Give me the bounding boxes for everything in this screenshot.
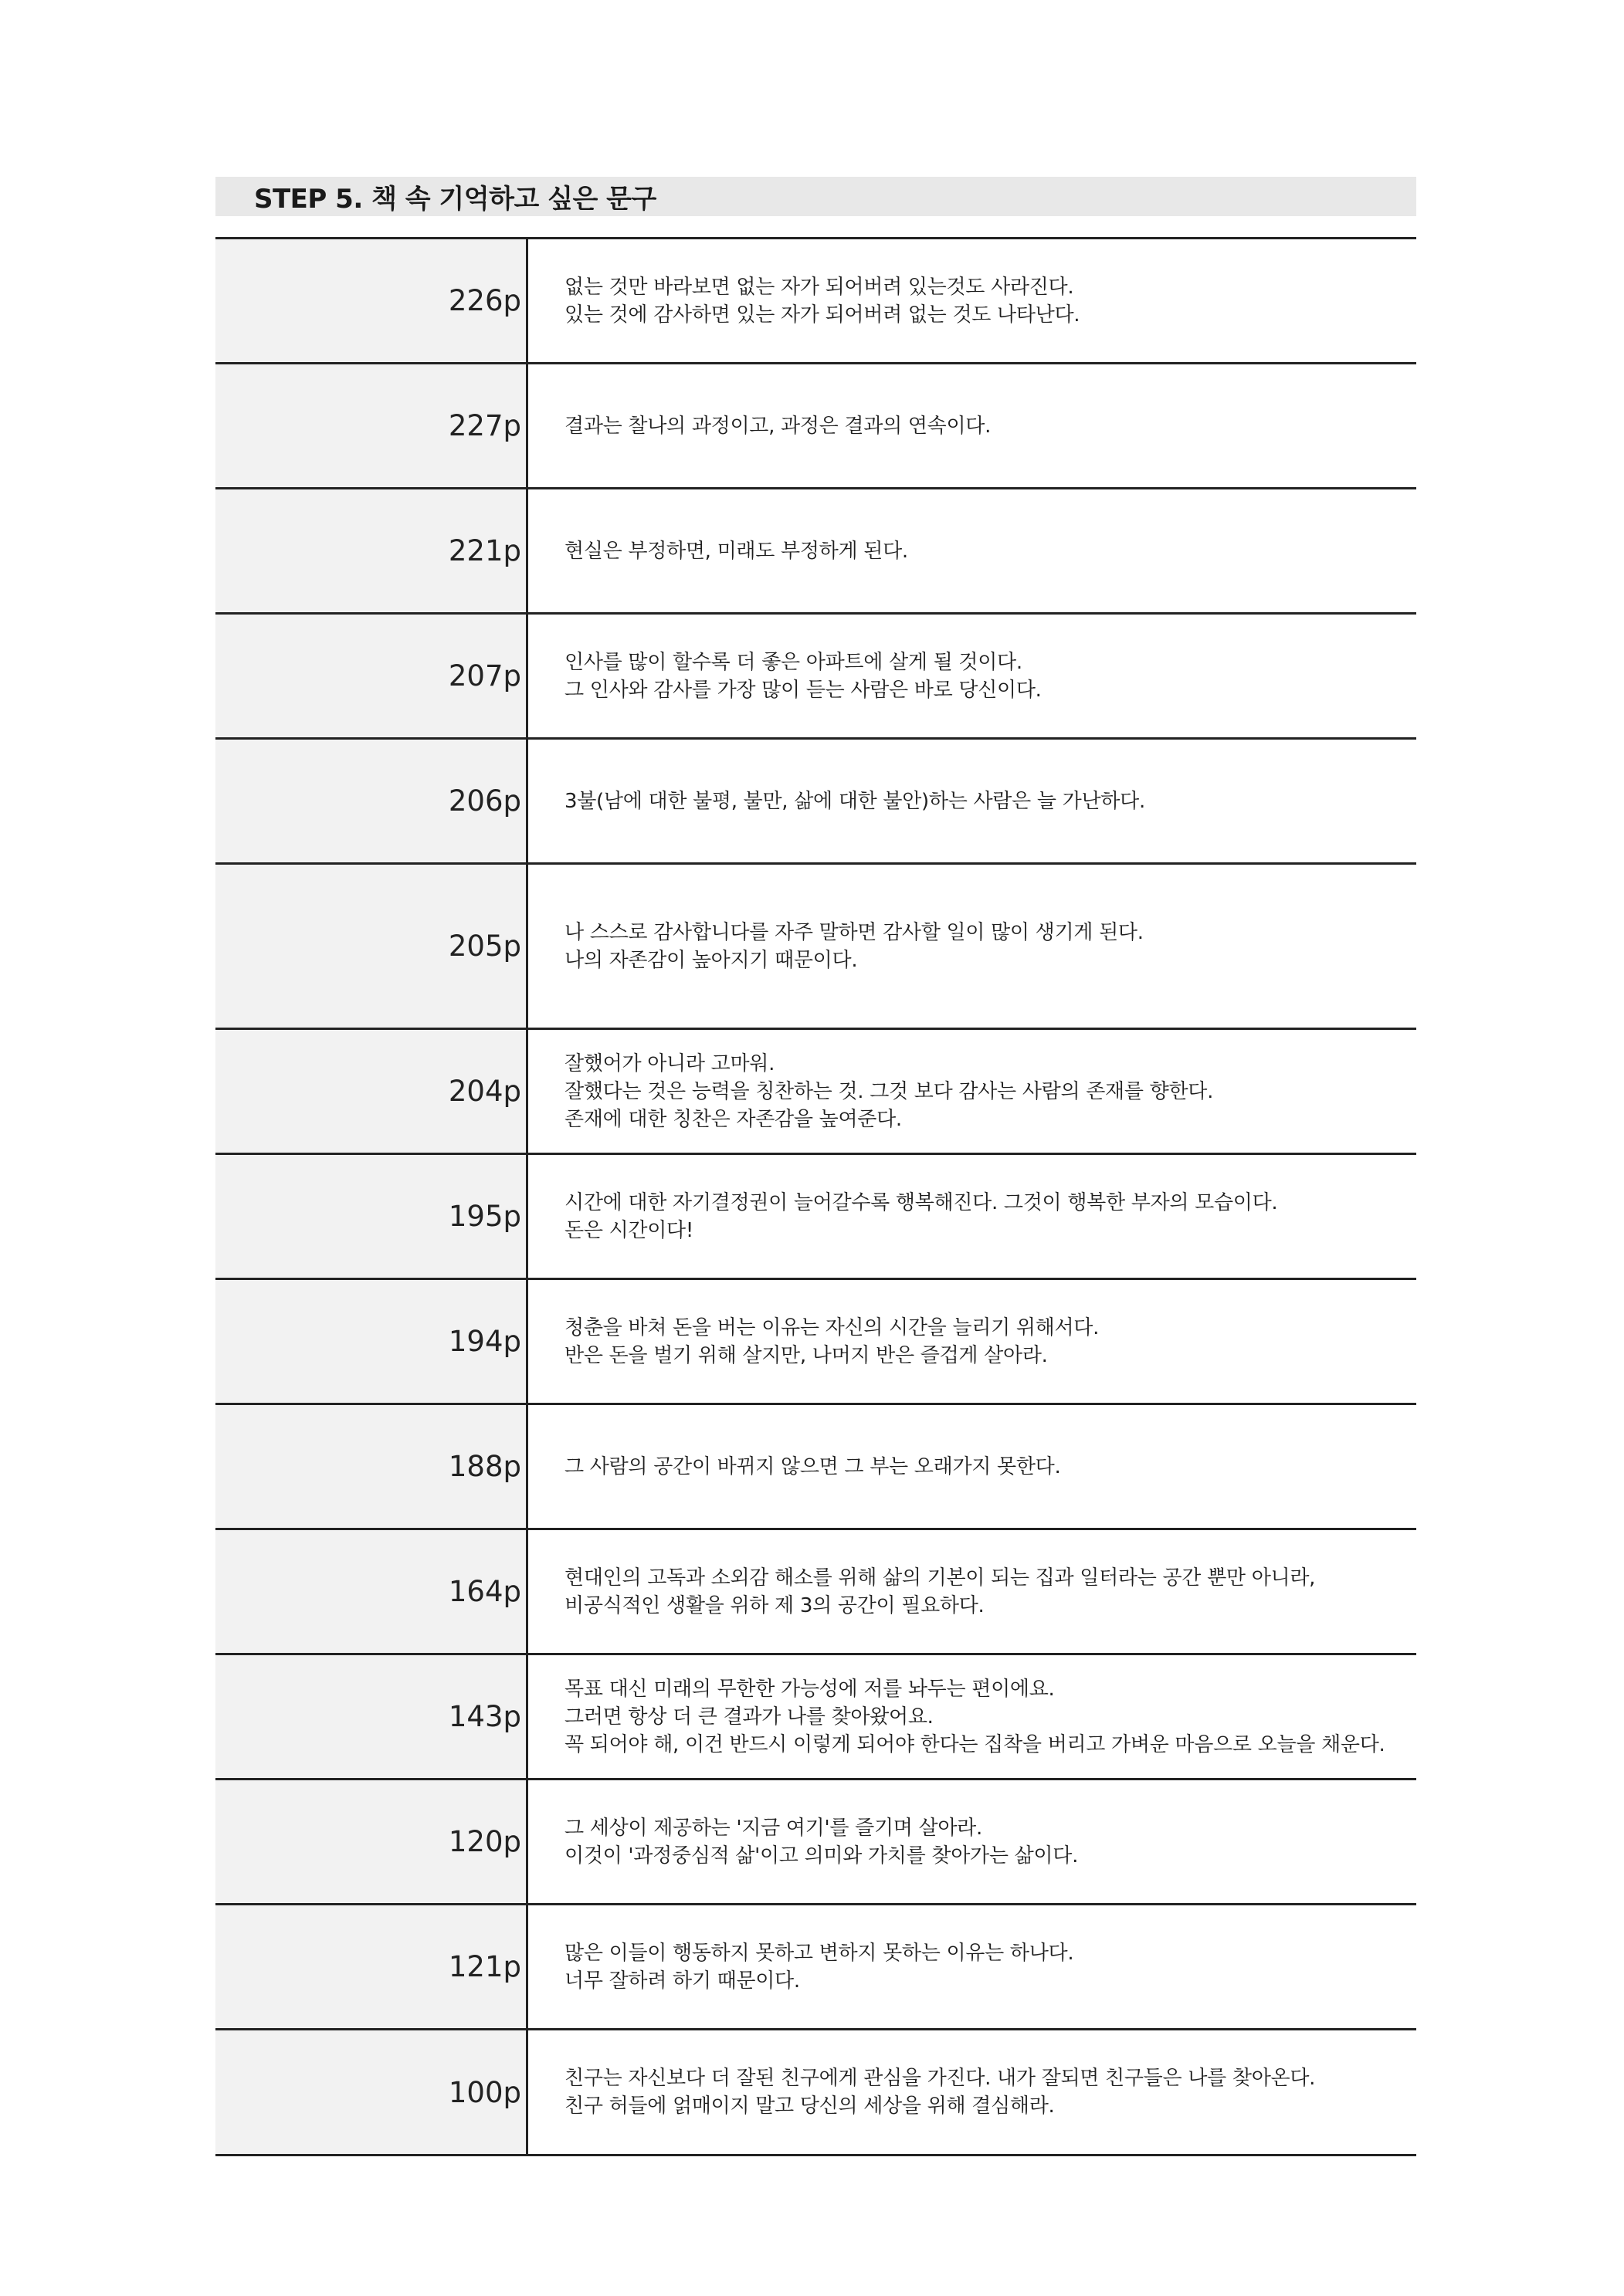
- quote-line: 많은 이들이 행동하지 못하고 변하지 못하는 이유는 하나다.: [565, 1941, 1074, 1965]
- quote-line: 잘했다는 것은 능력을 칭찬하는 것. 그것 보다 감사는 사람의 존재를 향한다.: [565, 1079, 1214, 1103]
- quote-row: [215, 615, 1416, 740]
- quote-line: 없는 것만 바라보면 없는 자가 되어버려 있는것도 사라진다.: [565, 275, 1074, 299]
- quote-row: [215, 2030, 1416, 2156]
- quote-text: [528, 1530, 1416, 1653]
- page-number: 227p: [215, 364, 528, 487]
- quote-line: 이것이 '과정중심적 삶'이고 의미와 가치를 찾아가는 삶이다.: [565, 1844, 1079, 1868]
- quote-text: [528, 1405, 1416, 1528]
- quote-line: 그러면 항상 더 큰 결과가 나를 찾아왔어요.: [565, 1705, 934, 1729]
- quote-text: [528, 239, 1416, 362]
- quote-table: [215, 237, 1416, 2156]
- quote-row: [215, 1780, 1416, 1905]
- quote-row: [215, 1530, 1416, 1655]
- quote-line: 너무 잘하려 하기 때문이다.: [565, 1969, 800, 1993]
- quote-row: [215, 489, 1416, 615]
- page-number: 120p: [215, 1780, 528, 1903]
- section-header: [215, 177, 1416, 216]
- quote-text: [528, 740, 1416, 862]
- quote-line: 그 사람의 공간이 바뀌지 않으면 그 부는 오래가지 못한다.: [565, 1454, 1061, 1478]
- quote-line: 친구는 자신보다 더 잘된 친구에게 관심을 가진다. 내가 잘되면 친구들은 나를 찾아온다.: [565, 2067, 1316, 2090]
- quote-text: [528, 1280, 1416, 1403]
- quote-line: 꼭 되어야 해, 이건 반드시 이렇게 되어야 한다는 집착을 버리고 가벼운 마음으로 오늘을 채운다.: [565, 1732, 1385, 1756]
- quote-text: [528, 1780, 1416, 1903]
- quote-text: [528, 2030, 1416, 2154]
- quote-line: 목표 대신 미래의 무한한 가능성에 저를 놔두는 편이에요.: [565, 1677, 1055, 1701]
- quote-text: [528, 1655, 1416, 1778]
- quote-text: [528, 489, 1416, 612]
- section-title: STEP 5. 책 속 기억하고 싶은 문구: [254, 184, 656, 215]
- page-number: 164p: [215, 1530, 528, 1653]
- page-number: 188p: [215, 1405, 528, 1528]
- quote-line: 나 스스로 감사합니다를 자주 말하면 감사할 일이 많이 생기게 된다.: [565, 920, 1144, 944]
- quote-text: [528, 615, 1416, 737]
- page-number: 121p: [215, 1905, 528, 2028]
- quote-line: 비공식적인 생활을 위하 제 3의 공간이 필요하다.: [565, 1593, 985, 1617]
- quote-row: [215, 1155, 1416, 1280]
- page-number: 226p: [215, 239, 528, 362]
- quote-line: 잘했어가 아니라 고마워.: [565, 1051, 775, 1075]
- quote-line: 반은 돈을 벌기 위해 살지만, 나머지 반은 즐겁게 살아라.: [565, 1343, 1048, 1367]
- quote-text: [528, 1905, 1416, 2028]
- quote-line: 친구 허들에 얽매이지 말고 당신의 세상을 위해 결심해라.: [565, 2095, 1055, 2118]
- quote-line: 3불(남에 대한 불평, 불만, 삶에 대한 불안)하는 사람은 늘 가난하다.: [565, 789, 1145, 813]
- quote-row: [215, 239, 1416, 364]
- quote-row: [215, 865, 1416, 1030]
- quote-row: [215, 740, 1416, 865]
- quote-text: [528, 364, 1416, 487]
- page-number: 195p: [215, 1155, 528, 1278]
- quote-line: 인사를 많이 할수록 더 좋은 아파트에 살게 될 것이다.: [565, 650, 1022, 674]
- page-number: 205p: [215, 865, 528, 1028]
- quote-row: [215, 1030, 1416, 1155]
- quote-row: [215, 1655, 1416, 1780]
- quote-line: 결과는 찰나의 과정이고, 과정은 결과의 연속이다.: [565, 414, 992, 438]
- page-number: 100p: [215, 2030, 528, 2154]
- quote-line: 존재에 대한 칭찬은 자존감을 높여준다.: [565, 1107, 902, 1131]
- quote-row: [215, 1405, 1416, 1530]
- quote-line: 청춘을 바쳐 돈을 버는 이유는 자신의 시간을 늘리기 위해서다.: [565, 1316, 1100, 1339]
- quote-line: 나의 자존감이 높아지기 때문이다.: [565, 948, 858, 972]
- quote-text: [528, 865, 1416, 1028]
- quote-line: 시간에 대한 자기결정권이 늘어갈수록 행복해진다. 그것이 행복한 부자의 모습이다.: [565, 1190, 1278, 1214]
- quote-row: [215, 1905, 1416, 2030]
- page-number: 206p: [215, 740, 528, 862]
- quote-line: 현대인의 고독과 소외감 해소를 위해 삶의 기본이 되는 집과 일터라는 공간 뿐만 아니라,: [565, 1566, 1316, 1590]
- quote-line: 현실은 부정하면, 미래도 부정하게 된다.: [565, 539, 908, 563]
- quote-text: [528, 1155, 1416, 1278]
- quote-line: 돈은 시간이다!: [565, 1218, 693, 1242]
- quote-line: 있는 것에 감사하면 있는 자가 되어버려 없는 것도 나타난다.: [565, 303, 1080, 327]
- page-number: 207p: [215, 615, 528, 737]
- page-number: 194p: [215, 1280, 528, 1403]
- quote-line: 그 인사와 감사를 가장 많이 듣는 사람은 바로 당신이다.: [565, 678, 1042, 702]
- quote-row: [215, 1280, 1416, 1405]
- page-number: 204p: [215, 1030, 528, 1153]
- quote-text: [528, 1030, 1416, 1153]
- page-number: 221p: [215, 489, 528, 612]
- page-number: 143p: [215, 1655, 528, 1778]
- quote-row: [215, 364, 1416, 489]
- quote-line: 그 세상이 제공하는 '지금 여기'를 즐기며 살아라.: [565, 1816, 982, 1840]
